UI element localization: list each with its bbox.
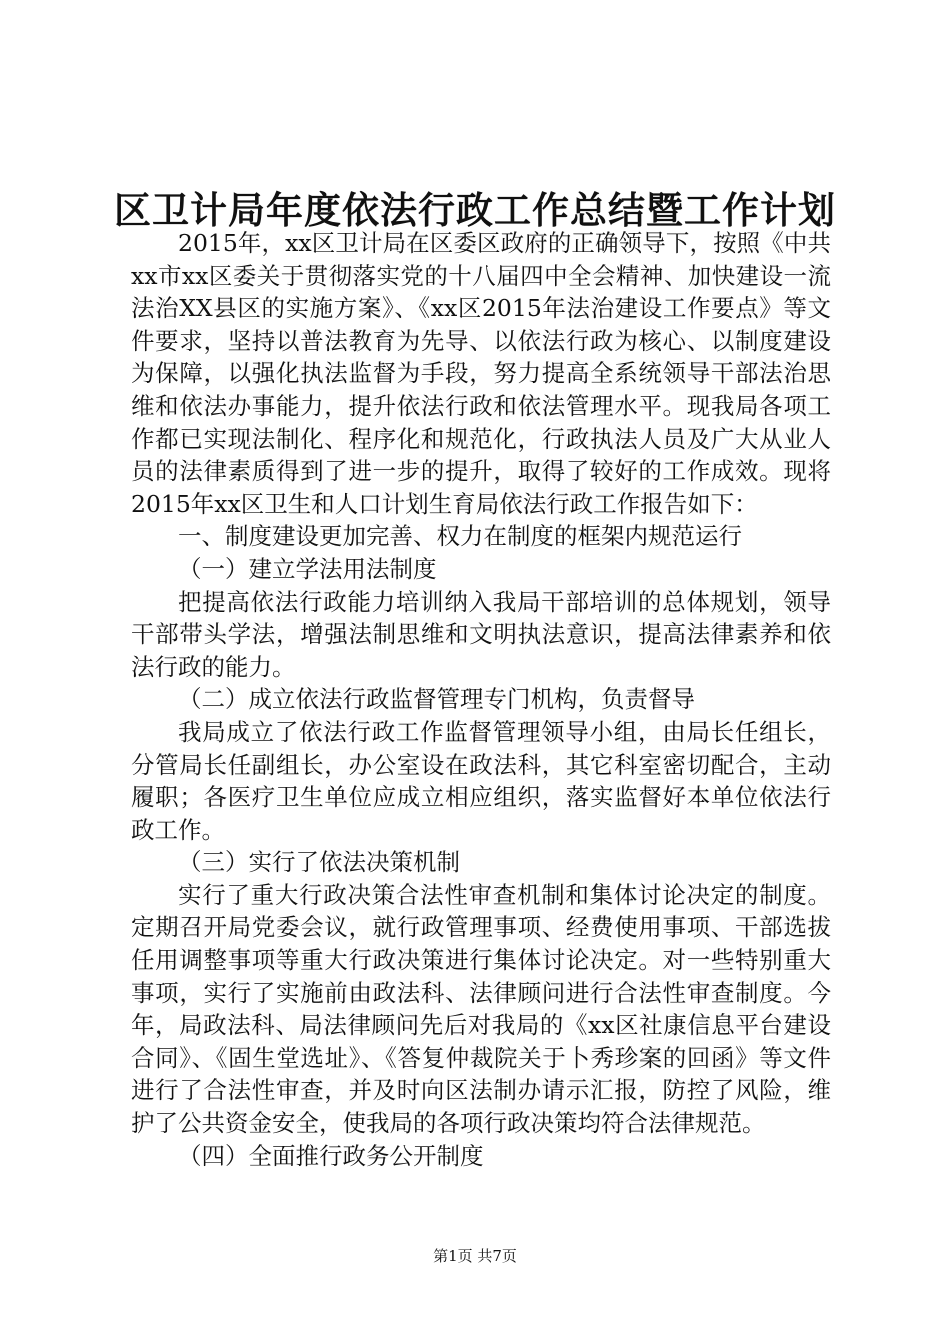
section-heading-1: 一、制度建设更加完善、权力在制度的框架内规范运行 [178,522,742,551]
body-paragraph: 把提高依法行政能力培训纳入我局干部培训的总体规划，领导干部带头学法，增强法制思维和文明执法意识，提高法律素养和依法行政的能力。 [131,587,831,681]
subsection-heading-2: （二）成立依法行政监督管理专门机构，负责督导 [178,685,695,714]
intro-paragraph: 2015年，xx区卫计局在区委区政府的正确领导下，按照《中共xx市xx区委关于贯彻落实党的十八届四中全会精神、加快建设一流法治XX县区的实施方案》、《xx区2015年法治建设工作要点》等文件要求，坚持以普法教育为先导、以依法行政为核心、以制度建设为保障，以强化执法监督为手段，努力提高全系统领导干部法治思维和依法办事能力，提升依法行政和依法管理水平。现我局各项工作都已实现法制化、程序化和规范化，行政执法人员及广大从业人员的法律素质得到了进一步的提升，取得了较好的工作成效。现将2015年xx区卫生和人口计划生育局依法行政工作报告如下： [131,229,831,518]
document-body [131,227,831,1172]
document-title: 区卫计局年度依法行政工作总结暨工作计划 [114,188,836,232]
body-paragraph: 我局成立了依法行政工作监督管理领导小组，由局长任组长，分管局长任副组长，办公室设在政法科，其它科室密切配合，主动履职；各医疗卫生单位应成立相应组织，落实监督好本单位依法行政工作。 [131,717,831,844]
subsection-heading-1: （一）建立学法用法制度 [178,554,437,583]
page-footer: 第1页 共7页 [433,1247,517,1265]
subsection-heading-3: （三）实行了依法决策机制 [178,848,460,877]
subsection-heading-4: （四）全面推行政务公开制度 [178,1141,484,1170]
body-paragraph: 实行了重大行政决策合法性审查机制和集体讨论决定的制度。定期召开局党委会议，就行政管理事项、经费使用事项、干部选拔任用调整事项等重大行政决策进行集体讨论决定。对一些特别重大事项，实行了实施前由政法科、法律顾问进行合法性审查制度。今年，局政法科、局法律顾问先后对我局的《xx区社康信息平台建设合同》、《固生堂选址》、《答复仲裁院关于卜秀珍案的回函》等文件进行了合法性审查，并及时向区法制办请示汇报，防控了风险，维护了公共资金安全，使我局的各项行政决策均符合法律规范。 [131,880,831,1138]
